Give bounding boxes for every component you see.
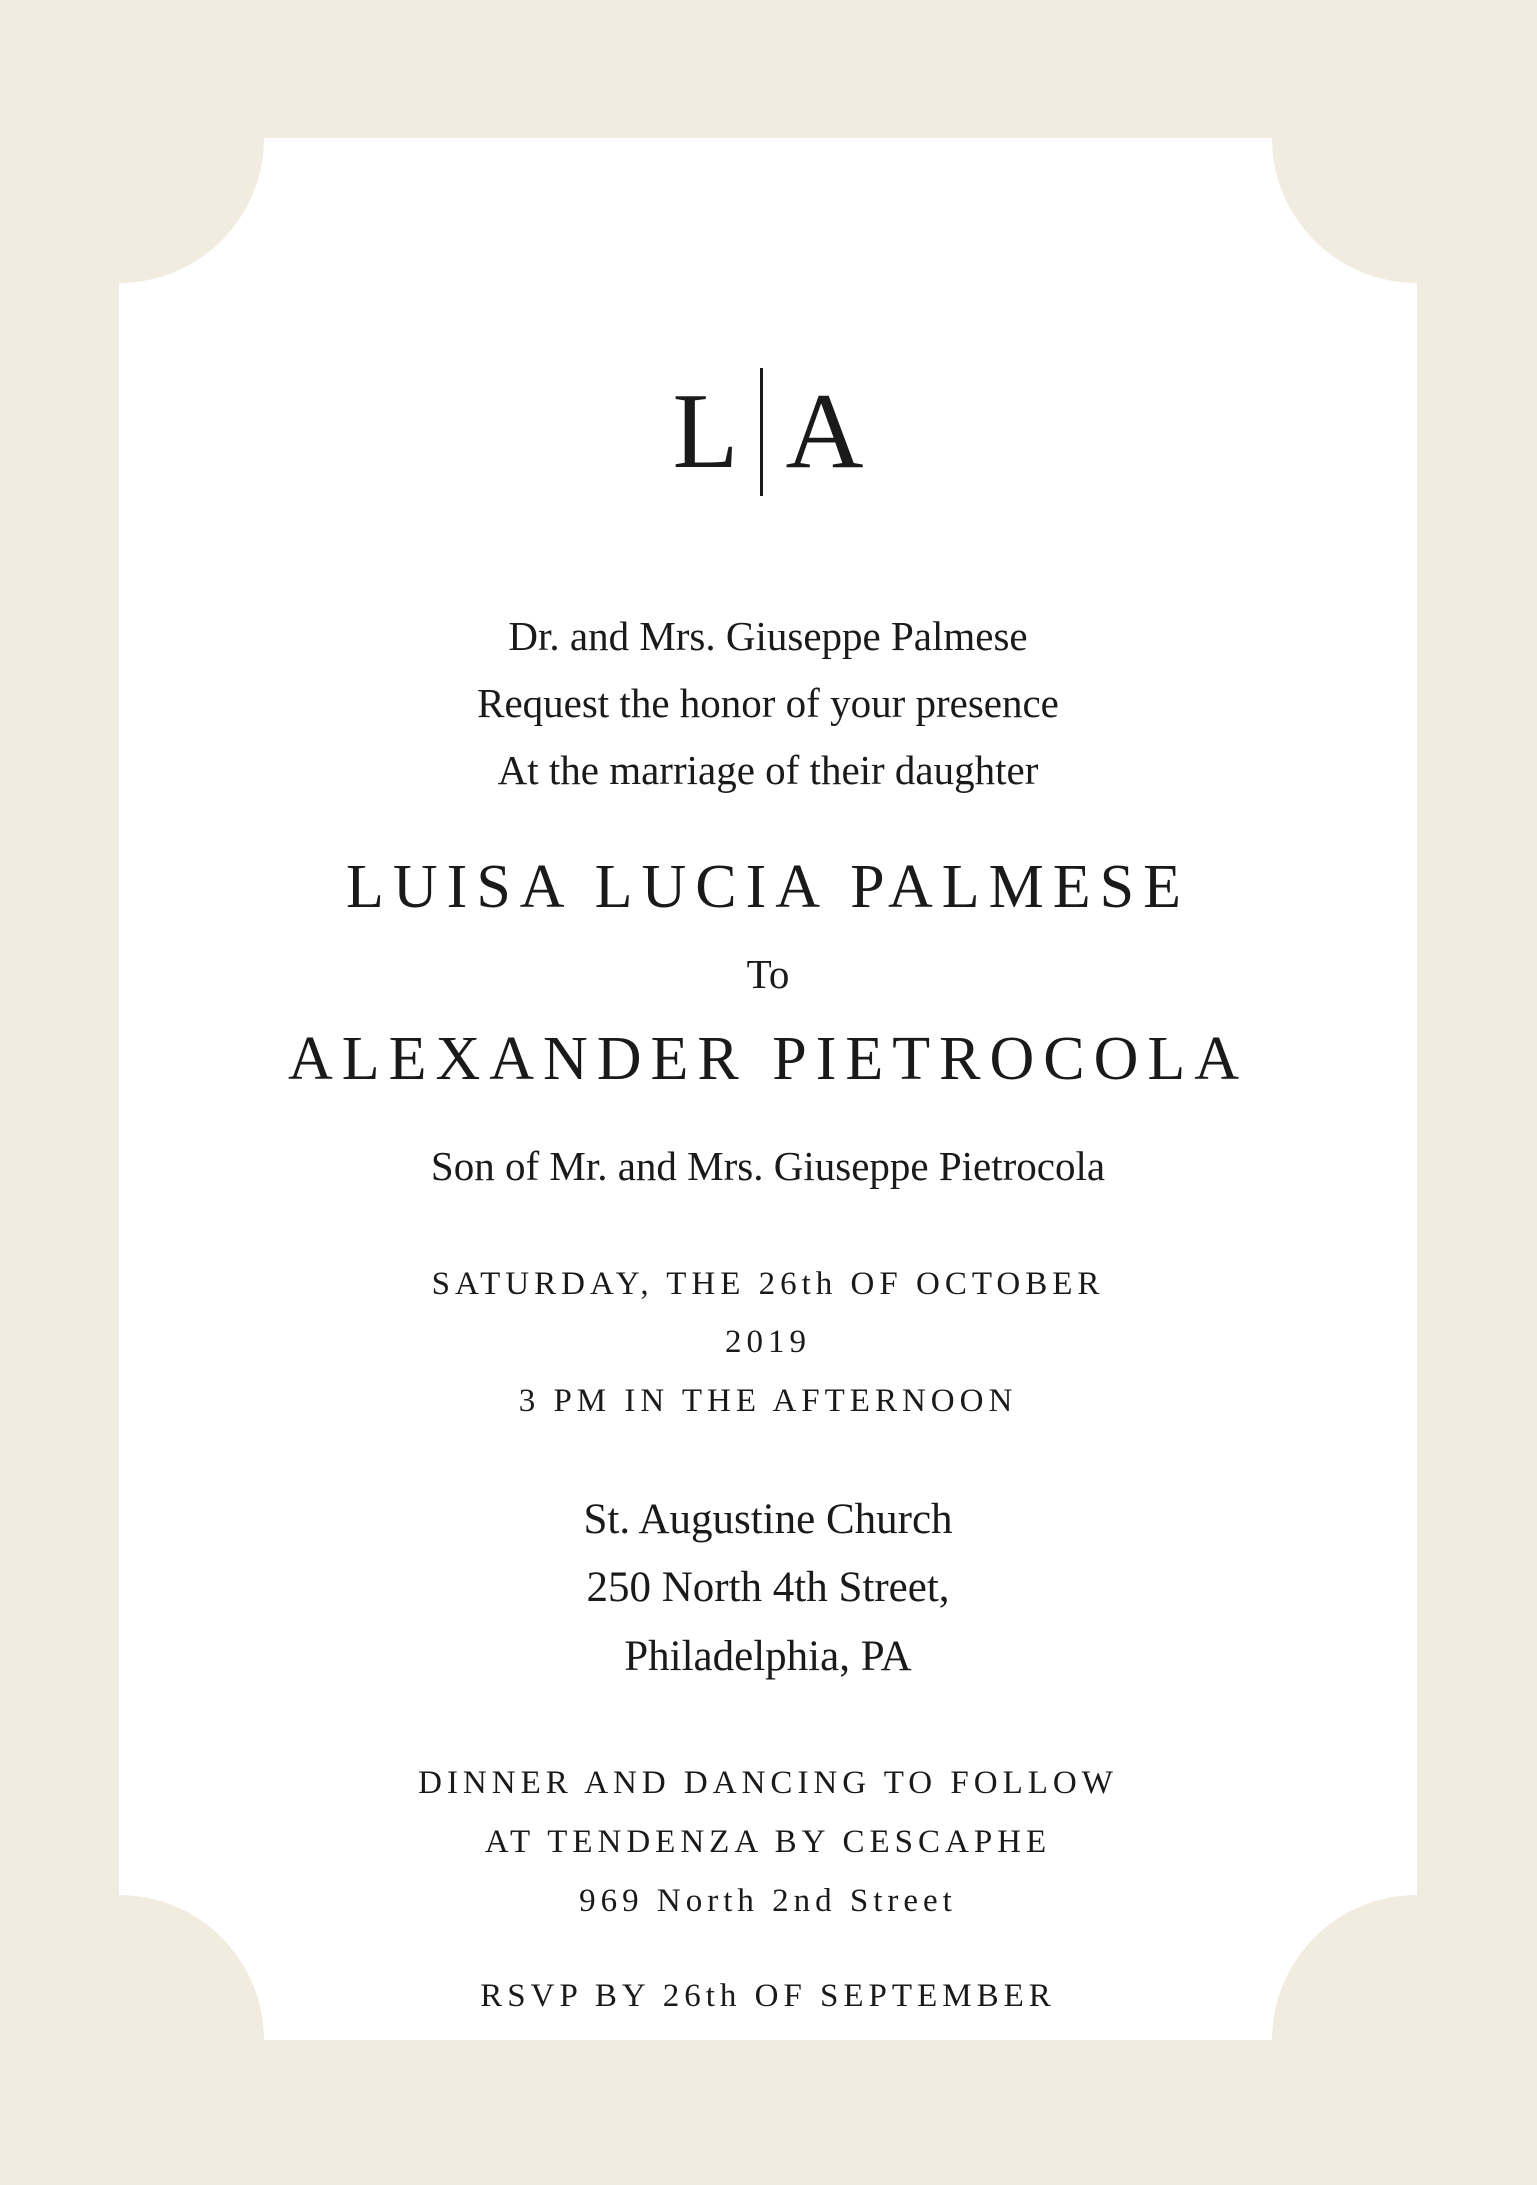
- rsvp-line: RSVP BY 26th OF SEPTEMBER: [480, 1978, 1056, 2014]
- reception-line-1: DINNER AND DANCING TO FOLLOW: [418, 1765, 1118, 1801]
- groom-parents: Son of Mr. and Mrs. Giuseppe Pietrocola: [430, 1143, 1106, 1189]
- host-line-3: At the marriage of their daughter: [497, 747, 1039, 793]
- reception-line-2: AT TENDENZA BY CESCAPHE: [484, 1824, 1052, 1860]
- reception-address: 969 North 2nd Street: [579, 1883, 957, 1919]
- ceremony-venue: St. Augustine Church: [583, 1496, 953, 1543]
- date-day: SATURDAY, THE 26th OF OCTOBER: [431, 1266, 1105, 1302]
- host-line-1: Dr. and Mrs. Giuseppe Palmese: [508, 613, 1028, 659]
- date-year: 2019: [725, 1324, 811, 1360]
- invitation-card: [119, 138, 1417, 2040]
- bride-name: LUISA LUCIA PALMESE: [346, 853, 1190, 921]
- groom-name: ALEXANDER PIETROCOLA: [287, 1025, 1249, 1093]
- connector-text: To: [746, 951, 790, 997]
- corner-notch-bottom-left: [0, 1895, 264, 2185]
- monogram-right-letter: A: [785, 372, 864, 491]
- host-line-2: Request the honor of your presence: [477, 680, 1059, 726]
- date-time: 3 PM IN THE AFTERNOON: [518, 1383, 1018, 1419]
- corner-notch-bottom-right: [1272, 1895, 1537, 2185]
- ceremony-city: Philadelphia, PA: [624, 1633, 912, 1680]
- corner-notch-top-right: [1272, 0, 1537, 283]
- ceremony-street: 250 North 4th Street,: [586, 1564, 950, 1611]
- monogram: [119, 368, 1417, 496]
- corner-notch-top-left: [0, 0, 264, 283]
- monogram-left-letter: L: [672, 372, 739, 491]
